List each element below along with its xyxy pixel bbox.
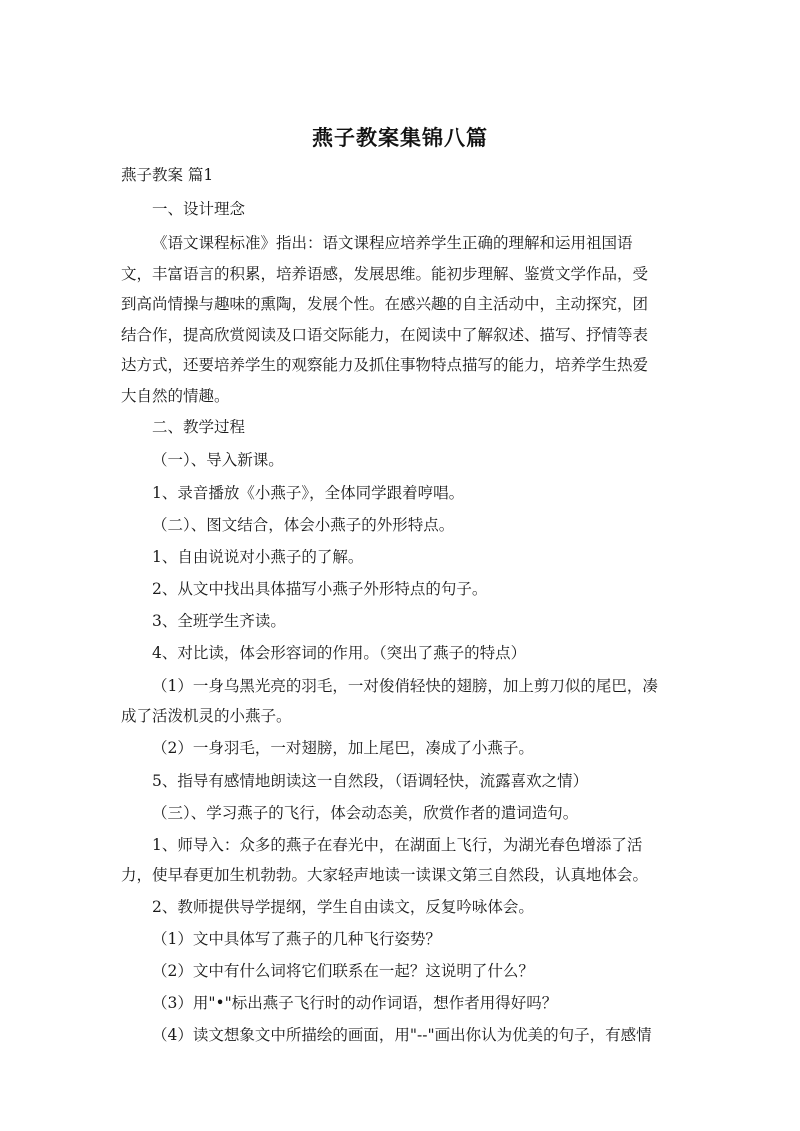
paragraph-line: （一）、导入新课。 (152, 451, 284, 469)
paragraph-line: （1）一身乌黑光亮的羽毛，一对俊俏轻快的翅膀，加上剪刀似的尾巴，凑 (152, 677, 658, 695)
paragraph-line: 大自然的情趣。 (121, 387, 230, 405)
paragraph-line: （2）文中有什么词将它们联系在一起？这说明了什么？ (152, 962, 534, 980)
paragraph-line: 2、教师提供导学提纲，学生自由读文，反复吟咏体会。 (152, 898, 534, 916)
paragraph-line: （二）、图文结合，体会小燕子的外形特点。 (152, 516, 455, 534)
paragraph-line: 5、指导有感情地朗读这一自然段，（语调轻快，流露喜欢之情） (152, 772, 589, 790)
paragraph-line: 1、自由说说对小燕子的了解。 (152, 548, 364, 566)
paragraph-line: （三）、学习燕子的飞行，体会动态美，欣赏作者的遣词造句。 (152, 804, 579, 822)
paragraph-line: （2）一身羽毛，一对翅膀，加上尾巴，凑成了小燕子。 (152, 739, 534, 757)
paragraph-line: （1）文中具体写了燕子的几种飞行姿势？ (152, 930, 441, 948)
paragraph-line: 二、教学过程 (152, 418, 246, 436)
paragraph-line: （4）读文想象文中所描绘的画面，用"--"画出你认为优美的句子，有感情 (152, 1026, 652, 1044)
paragraph-line: （3）用"•"标出燕子飞行时的动作词语，想作者用得好吗？ (152, 994, 558, 1012)
paragraph-line: 力，使早春更加生机勃勃。大家轻声地读一读课文第三自然段，认真地体会。 (121, 866, 649, 884)
paragraph-line: 结合作，提高欣赏阅读及口语交际能力，在阅读中了解叙述、描写、抒情等表 (121, 326, 649, 344)
paragraph-line: 2、从文中找出具体描写小燕子外形特点的句子。 (152, 580, 488, 598)
paragraph-line: 一、设计理念 (152, 200, 246, 218)
paragraph-line: 1、师导入：众多的燕子在春光中，在湖面上飞行，为湖光春色增添了活 (152, 836, 643, 854)
paragraph-line: 文，丰富语言的积累，培养语感，发展思维。能初步理解、鉴赏文学作品，受 (121, 265, 649, 283)
paragraph-line: 4、对比读，体会形容词的作用。（突出了燕子的特点） (152, 644, 527, 662)
paragraph-line: 成了活泼机灵的小燕子。 (121, 707, 292, 725)
section-heading: 燕子教案 篇1 (121, 166, 214, 184)
paragraph-line: 到高尚情操与趣味的熏陶，发展个性。在感兴趣的自主活动中，主动探究，团 (121, 295, 649, 313)
paragraph-line: 3、全班学生齐读。 (152, 612, 286, 630)
paragraph-line: 1、录音播放《小燕子》，全体同学跟着哼唱。 (152, 484, 465, 502)
document-title: 燕子教案集锦八篇 (312, 126, 488, 150)
paragraph-line: 达方式，还要培养学生的观察能力及抓住事物特点描写的能力，培养学生热爱 (121, 356, 649, 374)
paragraph-line: 《语文课程标准》指出：语文课程应培养学生正确的理解和运用祖国语 (152, 234, 633, 252)
